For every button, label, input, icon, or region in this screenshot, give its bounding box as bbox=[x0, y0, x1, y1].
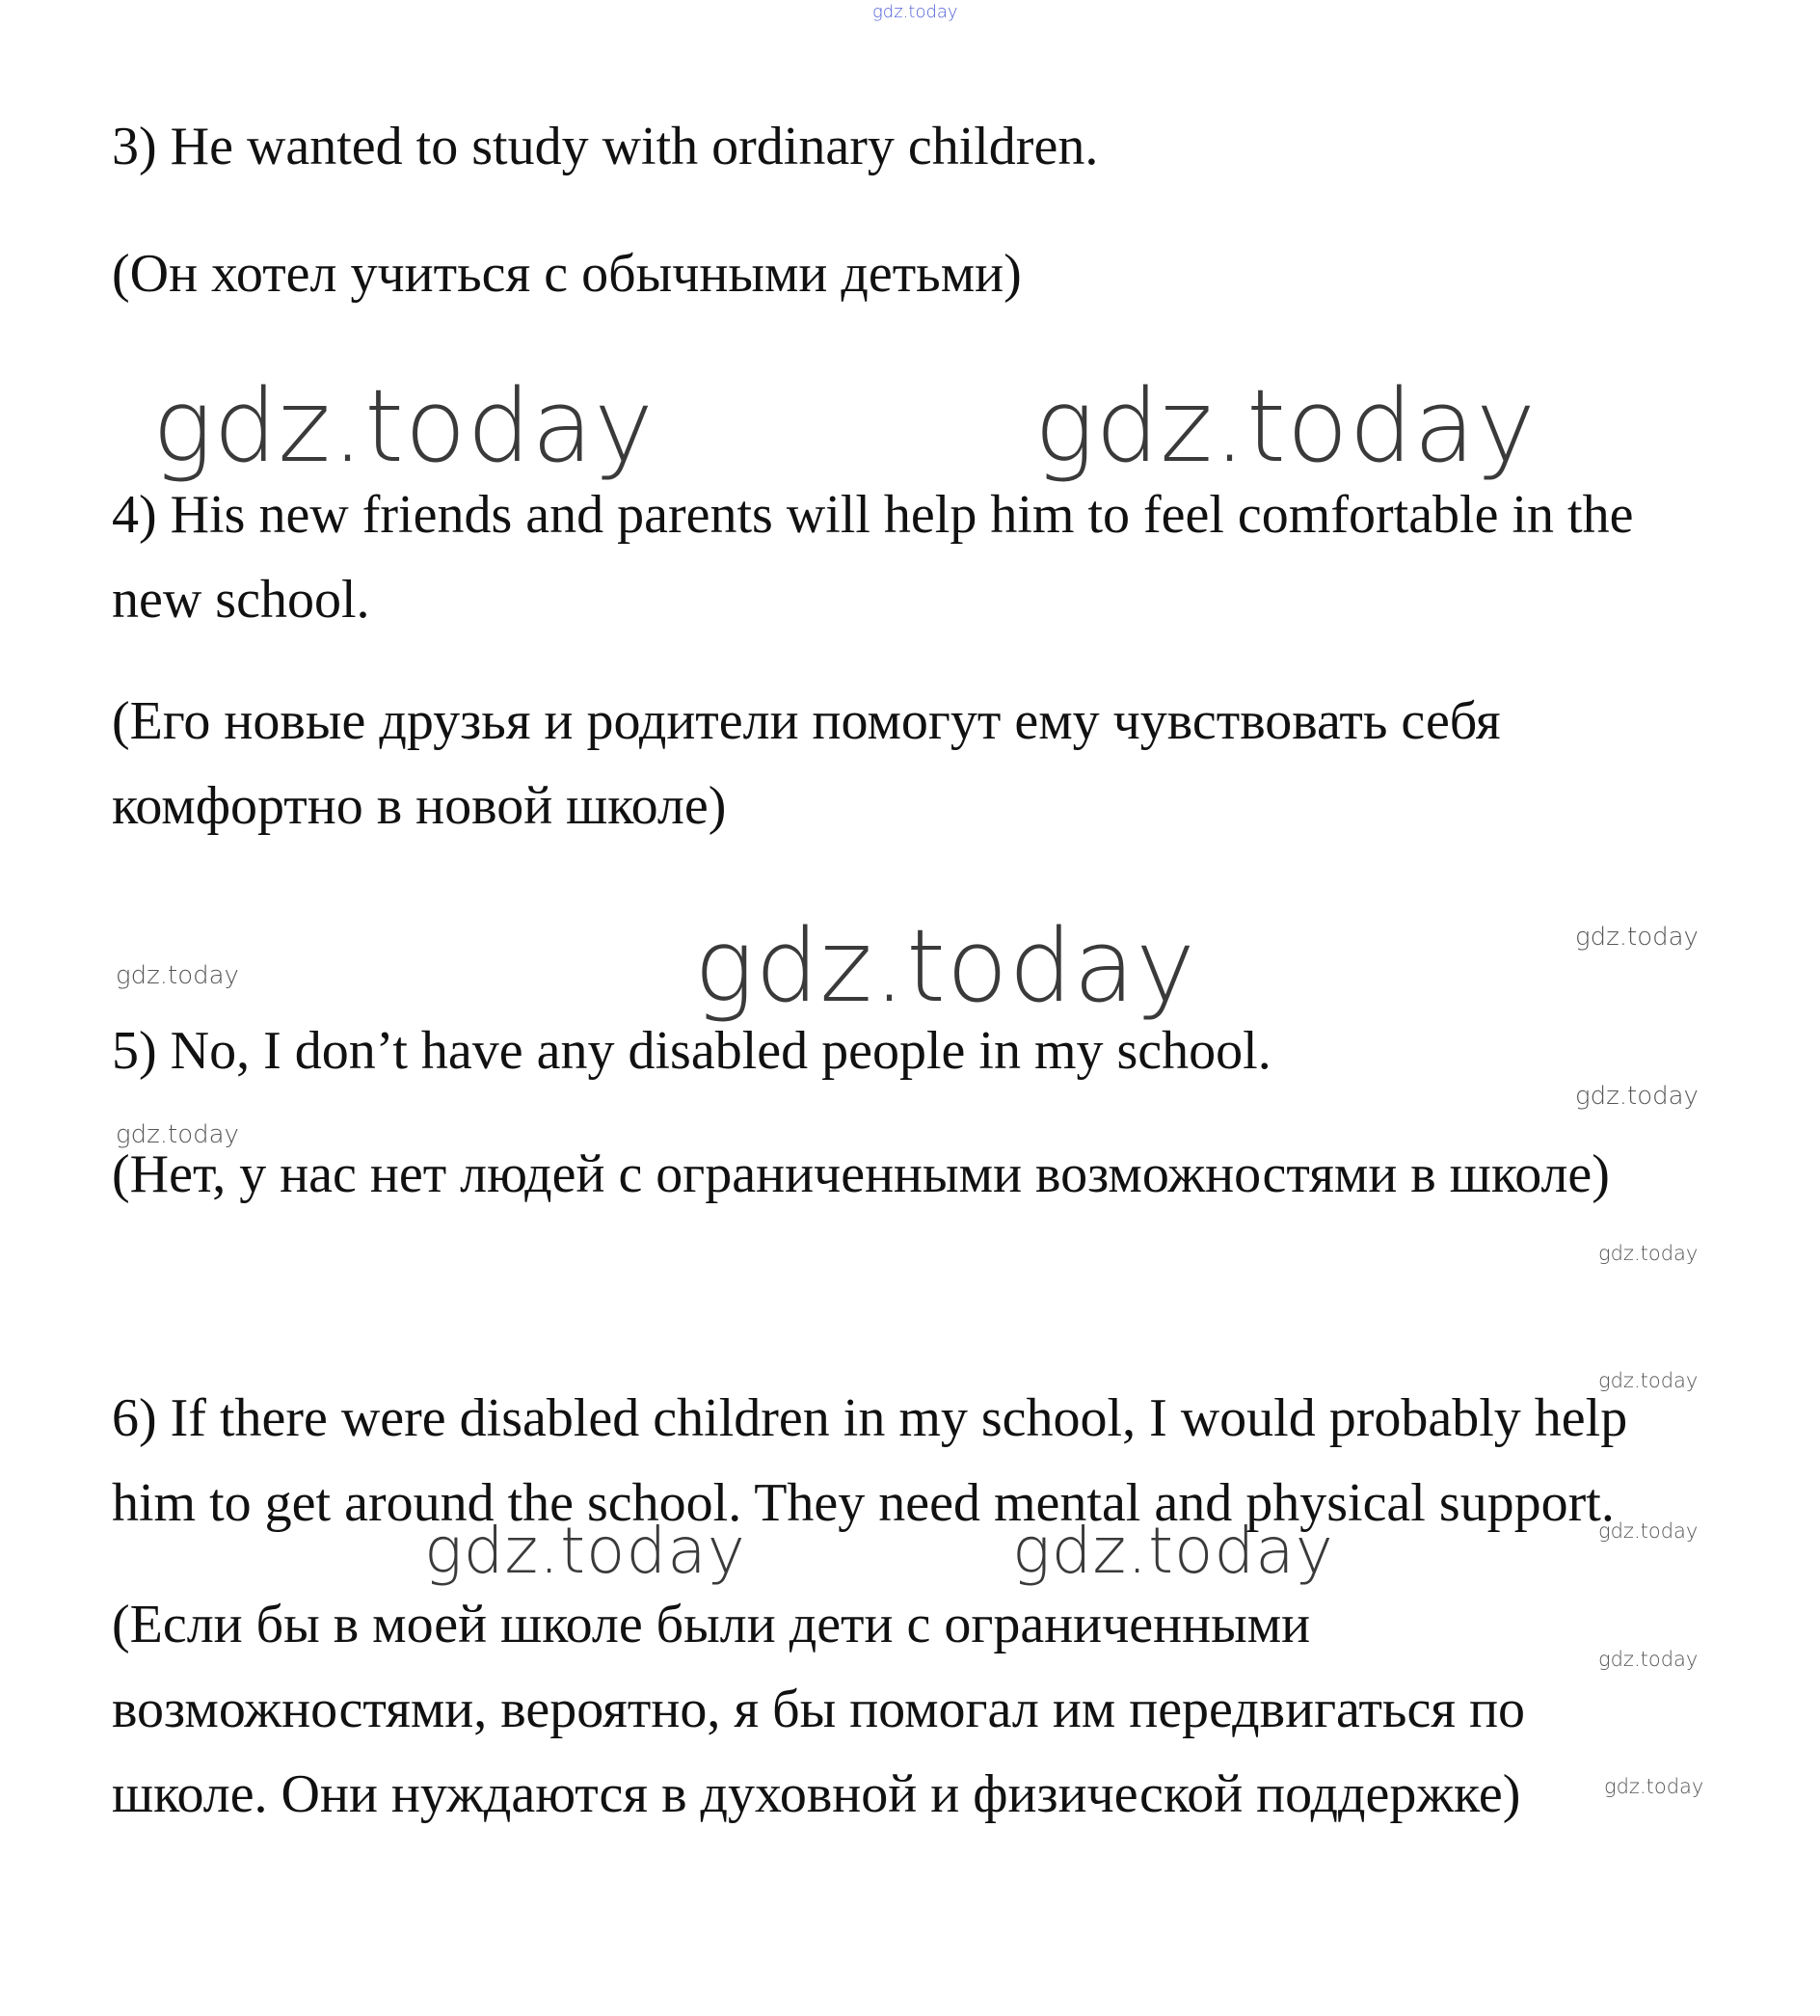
answer-6-ru-line-2: возможностями, вероятно, я бы помогал им передвигаться по bbox=[112, 1680, 1526, 1739]
watermark-small-3: gdz.today bbox=[1575, 1082, 1699, 1111]
watermark-large-3: gdz.today bbox=[694, 907, 1196, 1025]
answer-6-en-line-2: him to get around the school. They need mental and physical support. bbox=[112, 1473, 1615, 1533]
watermark-small-1: gdz.today bbox=[1575, 923, 1699, 952]
watermark-top: gdz.today bbox=[872, 2, 958, 22]
watermark-large-2: gdz.today bbox=[1034, 367, 1537, 485]
answer-6-en-line-1: 6) If there were disabled children in my school, I would probably help bbox=[112, 1388, 1628, 1448]
answer-4-en-line-2: new school. bbox=[112, 570, 370, 630]
watermark-medium-1: gdz.today bbox=[424, 1514, 746, 1588]
answer-5-ru-line-1: (Нет, у нас нет людей с ограниченными возможностями в школе) bbox=[112, 1144, 1610, 1204]
answer-6-ru-line-3: школе. Они нуждаются в духовной и физической поддержке) bbox=[112, 1764, 1521, 1824]
watermark-medium-2: gdz.today bbox=[1012, 1514, 1334, 1588]
watermark-small-2: gdz.today bbox=[116, 961, 239, 990]
answer-5-en-line-1: 5) No, I don’t have any disabled people in my school. bbox=[112, 1021, 1271, 1081]
watermark-small-8: gdz.today bbox=[1598, 1648, 1699, 1671]
answer-4-ru-line-1: (Его новые друзья и родители помогут ему чувствовать себя bbox=[112, 691, 1501, 751]
watermark-small-4: gdz.today bbox=[116, 1120, 239, 1149]
watermark-small-6: gdz.today bbox=[1598, 1369, 1699, 1392]
watermark-small-5: gdz.today bbox=[1598, 1242, 1699, 1265]
watermark-small-7: gdz.today bbox=[1598, 1519, 1699, 1543]
answer-3-ru-line-1: (Он хотел учиться с обычными детьми) bbox=[112, 244, 1022, 304]
answer-4-ru-line-2: комфортно в новой школе) bbox=[112, 776, 727, 836]
answer-6-ru-line-1: (Если бы в моей школе были дети с ограниченными bbox=[112, 1595, 1311, 1654]
watermark-large-1: gdz.today bbox=[152, 367, 655, 485]
watermark-small-9: gdz.today bbox=[1604, 1775, 1704, 1798]
answer-4-en-line-1: 4) His new friends and parents will help him to feel comfortable in the bbox=[112, 485, 1634, 545]
answer-3-en-line-1: 3) He wanted to study with ordinary children. bbox=[112, 117, 1099, 176]
